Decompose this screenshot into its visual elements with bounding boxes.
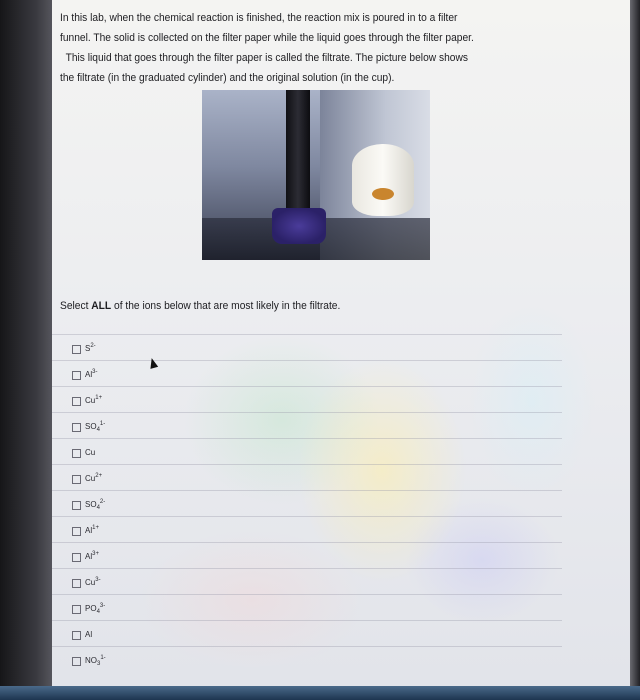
question-line-4: the filtrate (in the graduated cylinder) and the original solution (in the cup).: [60, 72, 395, 84]
question-text: [60, 8, 525, 88]
question-page: [52, 0, 630, 686]
prompt-before: Select: [60, 300, 92, 312]
option-checkbox[interactable]: [72, 475, 81, 484]
option-checkbox[interactable]: [72, 345, 81, 354]
screen-bezel-left: [0, 0, 52, 700]
option-checkbox[interactable]: [72, 657, 81, 666]
question-line-2: funnel. The solid is collected on the filter paper while the liquid goes through the filter paper.: [60, 32, 474, 44]
ion-option[interactable]: [52, 568, 562, 595]
option-checkbox[interactable]: [72, 371, 81, 380]
option-checkbox[interactable]: [72, 501, 81, 510]
cylinder-base: [272, 208, 326, 244]
ion-option[interactable]: [52, 334, 562, 361]
option-label: $Cu^{3-}$: [85, 577, 101, 587]
option-checkbox[interactable]: [72, 605, 81, 614]
taskbar: [0, 686, 640, 700]
option-checkbox[interactable]: [72, 397, 81, 406]
option-label: $Al^{1+}$: [85, 525, 99, 535]
cup-solution: [372, 188, 394, 200]
ion-option[interactable]: [52, 412, 562, 439]
ion-option[interactable]: [52, 438, 562, 465]
option-label: $SO_4^{1-}$: [85, 421, 106, 433]
ion-option[interactable]: [52, 386, 562, 413]
ion-option[interactable]: [52, 620, 562, 647]
option-label: Al: [85, 630, 93, 639]
ion-option[interactable]: [52, 360, 562, 387]
option-checkbox[interactable]: [72, 553, 81, 562]
option-checkbox[interactable]: [72, 449, 81, 458]
prompt-after: of the ions below that are most likely in the filtrate.: [111, 300, 341, 312]
option-label: $NO_3^{1-}$: [85, 655, 106, 667]
cup: [352, 144, 414, 216]
question-line-3: This liquid that goes through the filter paper is called the filtrate. The picture below shows: [65, 52, 468, 64]
question-line-1: In this lab, when the chemical reaction is finished, the reaction mix is poured in to a filter: [60, 12, 458, 24]
option-label: $Al^{3-}$: [85, 369, 98, 379]
option-label: $SO_4^{2-}$: [85, 499, 106, 511]
screen-bezel-right: [630, 0, 640, 700]
ion-option[interactable]: [52, 490, 562, 517]
ion-option[interactable]: [52, 594, 562, 621]
option-checkbox[interactable]: [72, 423, 81, 432]
option-label: $Al^{3+}$: [85, 551, 99, 561]
filtrate-photo: [202, 90, 430, 260]
ion-option[interactable]: [52, 542, 562, 569]
option-label: $PO_4^{3-}$: [85, 603, 106, 615]
option-label: $Cu^{1+}$: [85, 395, 103, 405]
option-label: $Cu^{2+}$: [85, 473, 103, 483]
option-checkbox[interactable]: [72, 579, 81, 588]
ion-option[interactable]: [52, 464, 562, 491]
prompt-bold: ALL: [91, 300, 112, 312]
select-prompt: [60, 300, 340, 312]
option-label: Cu: [85, 448, 96, 457]
option-label: $S^{2-}$: [85, 343, 96, 353]
option-checkbox[interactable]: [72, 631, 81, 640]
ion-option[interactable]: [52, 516, 562, 543]
ion-option[interactable]: [52, 646, 562, 673]
option-checkbox[interactable]: [72, 527, 81, 536]
